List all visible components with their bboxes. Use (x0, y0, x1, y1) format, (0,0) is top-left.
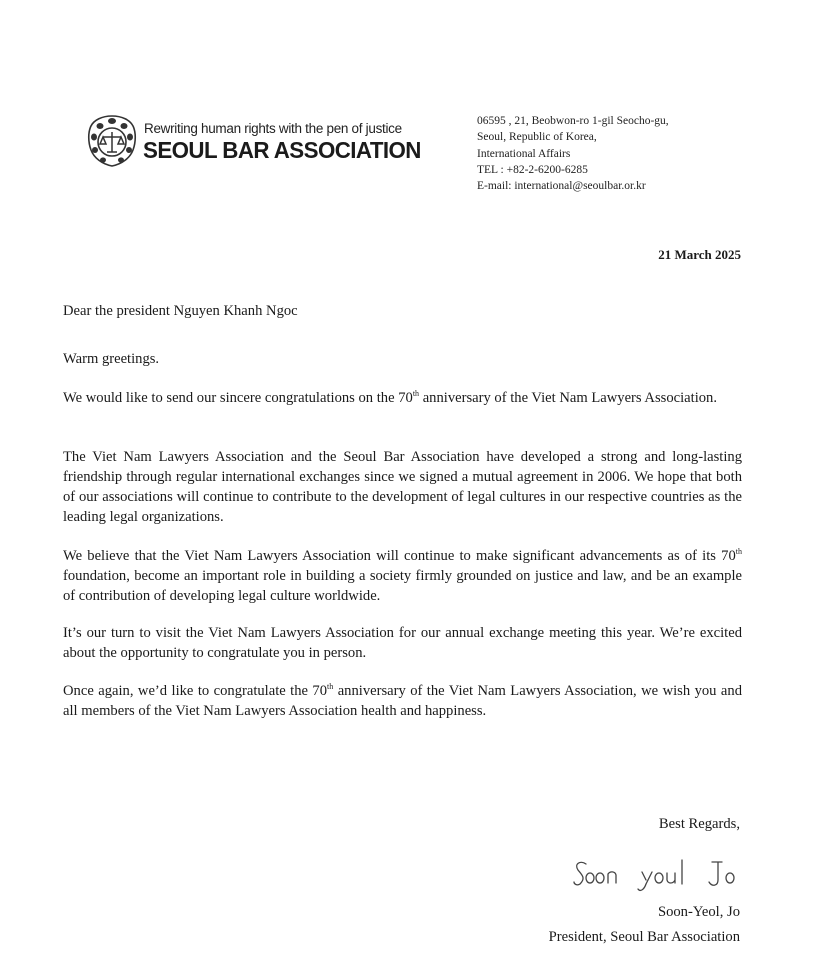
p1-ordinal: th (412, 389, 420, 399)
p3-text-end: foundation, become an important role in building a society firmly grounded on justice and law, and be an example of contribution of developing legal culture worldwide. (63, 568, 742, 604)
salutation: Dear the president Nguyen Khanh Ngoc (63, 303, 298, 319)
signatory-title: President, Seoul Bar Association (548, 929, 740, 945)
address-phone: TEL : +82-2-6200-6285 (477, 163, 588, 176)
paragraph-congratulations (63, 388, 742, 408)
paragraph-friendship: The Viet Nam Lawyers Association and the Seoul Bar Association have developed a strong and long-lasting friendship through regular international exchanges since we signed a mutual agreement in 2006. We hope that both of our associations will continue to contribute to the development of legal cultures in our respective countries as the leading legal organizations. (63, 449, 742, 525)
handwritten-signature (570, 852, 740, 898)
letterhead-address (477, 113, 669, 194)
paragraph-belief (63, 546, 742, 606)
letter-date: 21 March 2025 (658, 247, 741, 262)
letterhead-slogan: Rewriting human rights with the pen of justice (144, 121, 402, 136)
p1-text: We would like to send our sincere congratulations on the 70 (63, 390, 413, 406)
letterhead-org-name: SEOUL BAR ASSOCIATION (143, 137, 421, 163)
seoul-bar-emblem-icon (86, 112, 138, 170)
paragraph-closing (63, 681, 742, 721)
p3-text: We believe that the Viet Nam Lawyers Association will continue to make significant advancements as of its 70 (63, 548, 736, 564)
p5-ordinal: th (327, 682, 334, 692)
p1-text-end: anniversary of the Viet Nam Lawyers Association. (419, 390, 717, 406)
signatory-name: Soon-Yeol, Jo (657, 904, 740, 920)
address-line: 06595 , 21, Beobwon-ro 1-gil Seocho-gu, (477, 115, 669, 127)
greeting: Warm greetings. (63, 351, 160, 367)
p5-text: Once again, we’d like to congratulate the 70 (63, 683, 328, 699)
closing-regards: Best Regards, (658, 816, 740, 832)
address-email: E-mail: international@seoulbar.or.kr (477, 180, 646, 193)
p3-ordinal: th (735, 547, 742, 557)
address-line: International Affairs (477, 147, 571, 160)
address-line: Seoul, Republic of Korea, (477, 131, 597, 144)
p5-text-end: anniversary of the Viet Nam Lawyers Association, we wish you and all members of the Viet Nam Lawyers Association health and happiness. (63, 683, 742, 719)
paragraph-visit: It’s our turn to visit the Viet Nam Lawyers Association for our annual exchange meeting this year. We’re excited about the opportunity to congratulate you in person. (63, 625, 742, 661)
